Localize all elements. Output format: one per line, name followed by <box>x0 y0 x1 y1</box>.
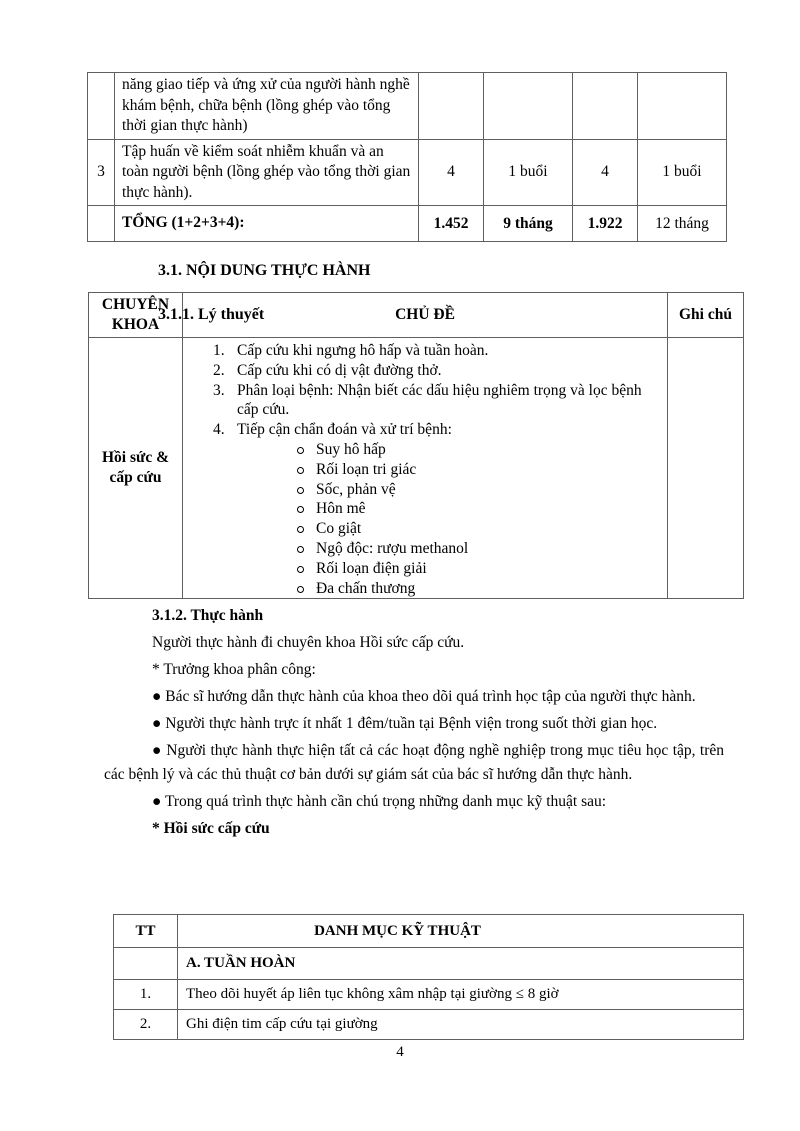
circle-bullet-icon <box>296 480 316 500</box>
sub-list-item <box>296 579 661 599</box>
cell-duration-2: 1 buổi <box>638 139 727 206</box>
subtopic-text: Ngộ độc: rượu methanol <box>316 539 469 557</box>
subtopic-text: Rối loạn điện giải <box>316 559 427 577</box>
topic-text: Cấp cứu khi ngưng hô hấp và tuần hoàn. <box>237 342 489 359</box>
cell-duration-1: 1 buổi <box>484 139 573 206</box>
row-index <box>88 206 115 242</box>
section-heading-3-1-1: 3.1.1. Lý thuyết <box>158 306 265 323</box>
circle-bullet-icon <box>296 559 316 579</box>
technique-name: Ghi điện tim cấp cứu tại giường <box>178 1010 744 1040</box>
section-row <box>114 948 744 980</box>
list-number: 3. <box>213 381 225 399</box>
subtopic-text: Suy hô hấp <box>316 440 386 458</box>
total-duration-1: 9 tháng <box>484 206 573 242</box>
row-description: năng giao tiếp và ứng xử của người hành nghề khám bệnh, chữa bệnh (lồng ghép vào tổng thời gian thực hành) <box>115 73 419 140</box>
list-item <box>213 361 661 381</box>
row-index <box>88 73 115 140</box>
table-row <box>88 139 727 206</box>
topic-text: Tiếp cận chẩn đoán và xử trí bệnh: <box>237 421 452 439</box>
circle-bullet-icon <box>296 440 316 460</box>
subsection-heading-hoi-suc: * Hồi sức cấp cứu <box>152 820 270 837</box>
sub-list-item <box>296 480 661 500</box>
col-header-tt: TT <box>114 915 178 948</box>
table-row <box>89 338 744 599</box>
cell-hours-2 <box>573 73 638 140</box>
row-description: Tập huấn về kiểm soát nhiễm khuẩn và an toàn người bệnh (lồng ghép vào tổng thời gian thực hành). <box>115 139 419 206</box>
col-header-technique: DANH MỤC KỸ THUẬT <box>178 915 744 948</box>
sub-list-item <box>296 519 661 539</box>
row-index: 3 <box>88 139 115 206</box>
section-label: A. TUẦN HOÀN <box>178 948 744 980</box>
topic-list <box>183 338 667 598</box>
total-label: TỔNG (1+2+3+4): <box>115 206 419 242</box>
technique-list-table <box>113 914 744 1040</box>
bullet-paragraph: ● Bác sĩ hướng dẫn thực hành của khoa theo dõi quá trình học tập của người thực hành. <box>152 688 696 705</box>
row-index: 1. <box>114 980 178 1010</box>
bullet-paragraph: ● Người thực hành trực ít nhất 1 đêm/tuần tại Bệnh viện trong suốt thời gian học. <box>152 715 658 732</box>
table-row <box>114 980 744 1010</box>
sub-list-item <box>296 460 661 480</box>
subtopic-text: Rối loạn tri giác <box>316 460 417 478</box>
empty-cell <box>114 948 178 980</box>
table-header-row <box>114 915 744 948</box>
sub-list-item <box>296 499 661 519</box>
theory-topics-table <box>88 292 744 599</box>
total-duration-2: 12 tháng <box>638 206 727 242</box>
topic-text: Cấp cứu khi có dị vật đường thở. <box>237 361 442 379</box>
technique-name: Theo dõi huyết áp liên tục không xâm nhập tại giường ≤ 8 giờ <box>178 980 744 1010</box>
training-duration-table <box>87 72 727 242</box>
list-item <box>213 381 661 421</box>
sub-list-item <box>296 559 661 579</box>
paragraph: * Trưởng khoa phân công: <box>152 661 316 678</box>
col-header-specialty: CHUYÊN KHOA <box>89 293 183 338</box>
cell-hours-2: 4 <box>573 139 638 206</box>
list-number: 2. <box>213 361 225 379</box>
list-item <box>213 420 661 440</box>
notes-cell <box>668 338 744 599</box>
list-item <box>213 341 661 361</box>
cell-hours-1 <box>419 73 484 140</box>
total-hours-1: 1.452 <box>419 206 484 242</box>
table-row <box>114 1010 744 1040</box>
subtopic-text: Hôn mê <box>316 500 366 518</box>
circle-bullet-icon <box>296 499 316 519</box>
practice-section <box>104 604 724 844</box>
cell-duration-2 <box>638 73 727 140</box>
table-row <box>88 73 727 140</box>
section-heading-3-1-2: 3.1.2. Thực hành <box>152 607 264 624</box>
circle-bullet-icon <box>296 579 316 599</box>
cell-duration-1 <box>484 73 573 140</box>
bullet-paragraph: ● Trong quá trình thực hành cần chú trọng những danh mục kỹ thuật sau: <box>152 793 607 810</box>
sub-list-item <box>296 440 661 460</box>
subtopic-text: Sốc, phản vệ <box>316 480 396 498</box>
topic-text: Phân loại bệnh: Nhận biết các dấu hiệu nghiêm trọng và lọc bệnh cấp cứu. <box>237 381 642 419</box>
table-header-row <box>89 293 744 338</box>
row-index: 2. <box>114 1010 178 1040</box>
list-number: 1. <box>213 342 225 359</box>
total-row <box>88 206 727 242</box>
sub-list-item <box>296 539 661 559</box>
circle-bullet-icon <box>296 519 316 539</box>
paragraph: Người thực hành đi chuyên khoa Hồi sức cấp cứu. <box>152 634 465 651</box>
total-hours-2: 1.922 <box>573 206 638 242</box>
col-header-notes: Ghi chú <box>668 293 744 338</box>
page-number: 4 <box>396 1044 404 1060</box>
cell-hours-1: 4 <box>419 139 484 206</box>
subtopic-text: Co giật <box>316 520 362 538</box>
circle-bullet-icon <box>296 539 316 559</box>
circle-bullet-icon <box>296 460 316 480</box>
section-heading-3-1: 3.1. NỘI DUNG THỰC HÀNH <box>158 262 371 279</box>
subtopic-text: Đa chấn thương <box>316 579 416 597</box>
bullet-paragraph: ● Người thực hành thực hiện tất cả các hoạt động nghề nghiệp trong mục tiêu học tập, trên các bệnh lý và các thủ thuật cơ bản dưới sự giám sát của bác sĩ hướng dẫn thực hành. <box>104 742 724 783</box>
list-number: 4. <box>213 421 225 439</box>
specialty-name: Hồi sức & cấp cứu <box>89 338 183 599</box>
col-header-topic: CHỦ ĐỀ <box>183 293 668 338</box>
